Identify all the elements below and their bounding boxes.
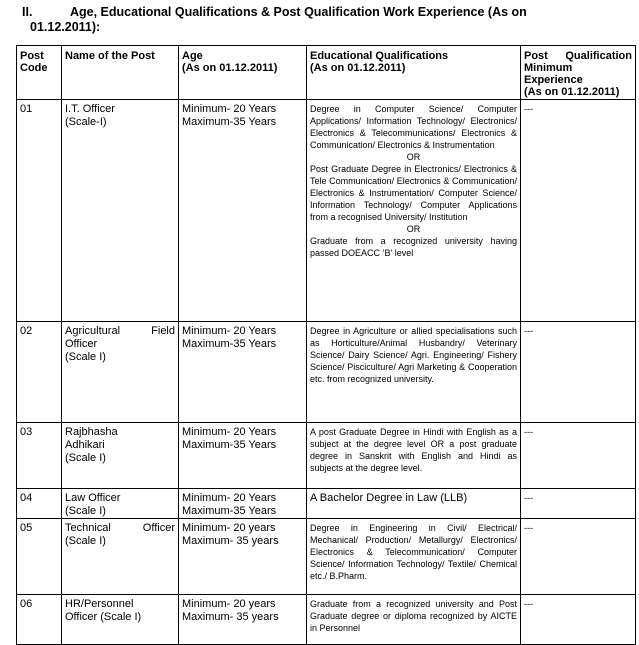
age-limits: Minimum- 20 Years Maximum-35 Years	[179, 489, 307, 519]
header-experience: Post Qualification Minimum Experience (As on 01.12.2011)	[521, 46, 636, 100]
post-code: 05	[17, 519, 62, 595]
educational-qualification: A post Graduate Degree in Hindi with English as a subject at the degree level OR a post graduate degree in Sanskrit with English and Hindi as subjects at the degree level.	[307, 423, 521, 489]
table-row	[17, 595, 636, 645]
post-code: 04	[17, 489, 62, 519]
post-code: 03	[17, 423, 62, 489]
table-row	[17, 100, 636, 322]
post-code: 01	[17, 100, 62, 322]
header-post-code: Post Code	[17, 46, 62, 100]
educational-qualification: Degree in Computer Science/ Computer Applications/ Information Technology/ Electronics/ Electronics & Telecommunications/ Electronics & Communication/ Electronics & Instrumentation OR Post Graduate Degree in Electronics/ Electronics & Tele Communication/ Electronics & Communication/ Electronics & Instrumentation/ Computer Science/ Information Technology/ Computer Applications from a recognised University/ Institution OR Graduate from a recognized university having passed DOEACC ‘B’ level	[307, 100, 521, 322]
qualifications-table	[16, 45, 636, 645]
experience: ---	[521, 100, 636, 322]
section-title-line1: Age, Educational Qualifications & Post Qualification Work Experience (As on	[70, 5, 527, 19]
experience: ---	[521, 423, 636, 489]
post-name: Agricultural Field Officer (Scale I)	[62, 322, 179, 423]
educational-qualification: Graduate from a recognized university and Post Graduate degree or diploma recognized by AICTE in Personnel	[307, 595, 521, 645]
post-name: Rajbhasha Adhikari (Scale I)	[62, 423, 179, 489]
table-row	[17, 423, 636, 489]
age-limits: Minimum- 20 Years Maximum-35 Years	[179, 100, 307, 322]
post-code: 06	[17, 595, 62, 645]
header-post-name: Name of the Post	[62, 46, 179, 100]
experience: ---	[521, 489, 636, 519]
experience: ---	[521, 519, 636, 595]
educational-qualification: A Bachelor Degree in Law (LLB)	[307, 489, 521, 519]
post-name: Law Officer (Scale I)	[62, 489, 179, 519]
header-age: Age (As on 01.12.2011)	[179, 46, 307, 100]
age-limits: Minimum- 20 Years Maximum-35 Years	[179, 322, 307, 423]
post-name: Technical Officer (Scale I)	[62, 519, 179, 595]
post-name: HR/Personnel Officer (Scale I)	[62, 595, 179, 645]
table-row	[17, 519, 636, 595]
section-heading	[14, 5, 626, 35]
header-educational-qualifications: Educational Qualifications (As on 01.12.2011)	[307, 46, 521, 100]
age-limits: Minimum- 20 years Maximum- 35 years	[179, 519, 307, 595]
post-code: 02	[17, 322, 62, 423]
experience: ---	[521, 595, 636, 645]
section-number: II.	[22, 5, 33, 19]
age-limits: Minimum- 20 Years Maximum-35 Years	[179, 423, 307, 489]
section-title-line2: 01.12.2011):	[30, 20, 101, 34]
educational-qualification: Degree in Agriculture or allied specialisations such as Horticulture/Animal Husbandry/ Veterinary Science/ Dairy Science/ Agri. Engineering/ Fishery Science/ Pisciculture/ Agri Marketing & Cooperation etc. from recognized university.	[307, 322, 521, 423]
experience: ---	[521, 322, 636, 423]
table-row	[17, 322, 636, 423]
educational-qualification: Degree in Engineering in Civil/ Electrical/ Mechanical/ Production/ Metallurgy/ Electronics/ Electronics & Telecommunication/ Computer Science/ Information Technology/ Textile/ Chemical etc./ B.Pharm.	[307, 519, 521, 595]
age-limits: Minimum- 20 years Maximum- 35 years	[179, 595, 307, 645]
post-name: I.T. Officer (Scale-I)	[62, 100, 179, 322]
table-header-row	[17, 46, 636, 100]
table-row	[17, 489, 636, 519]
